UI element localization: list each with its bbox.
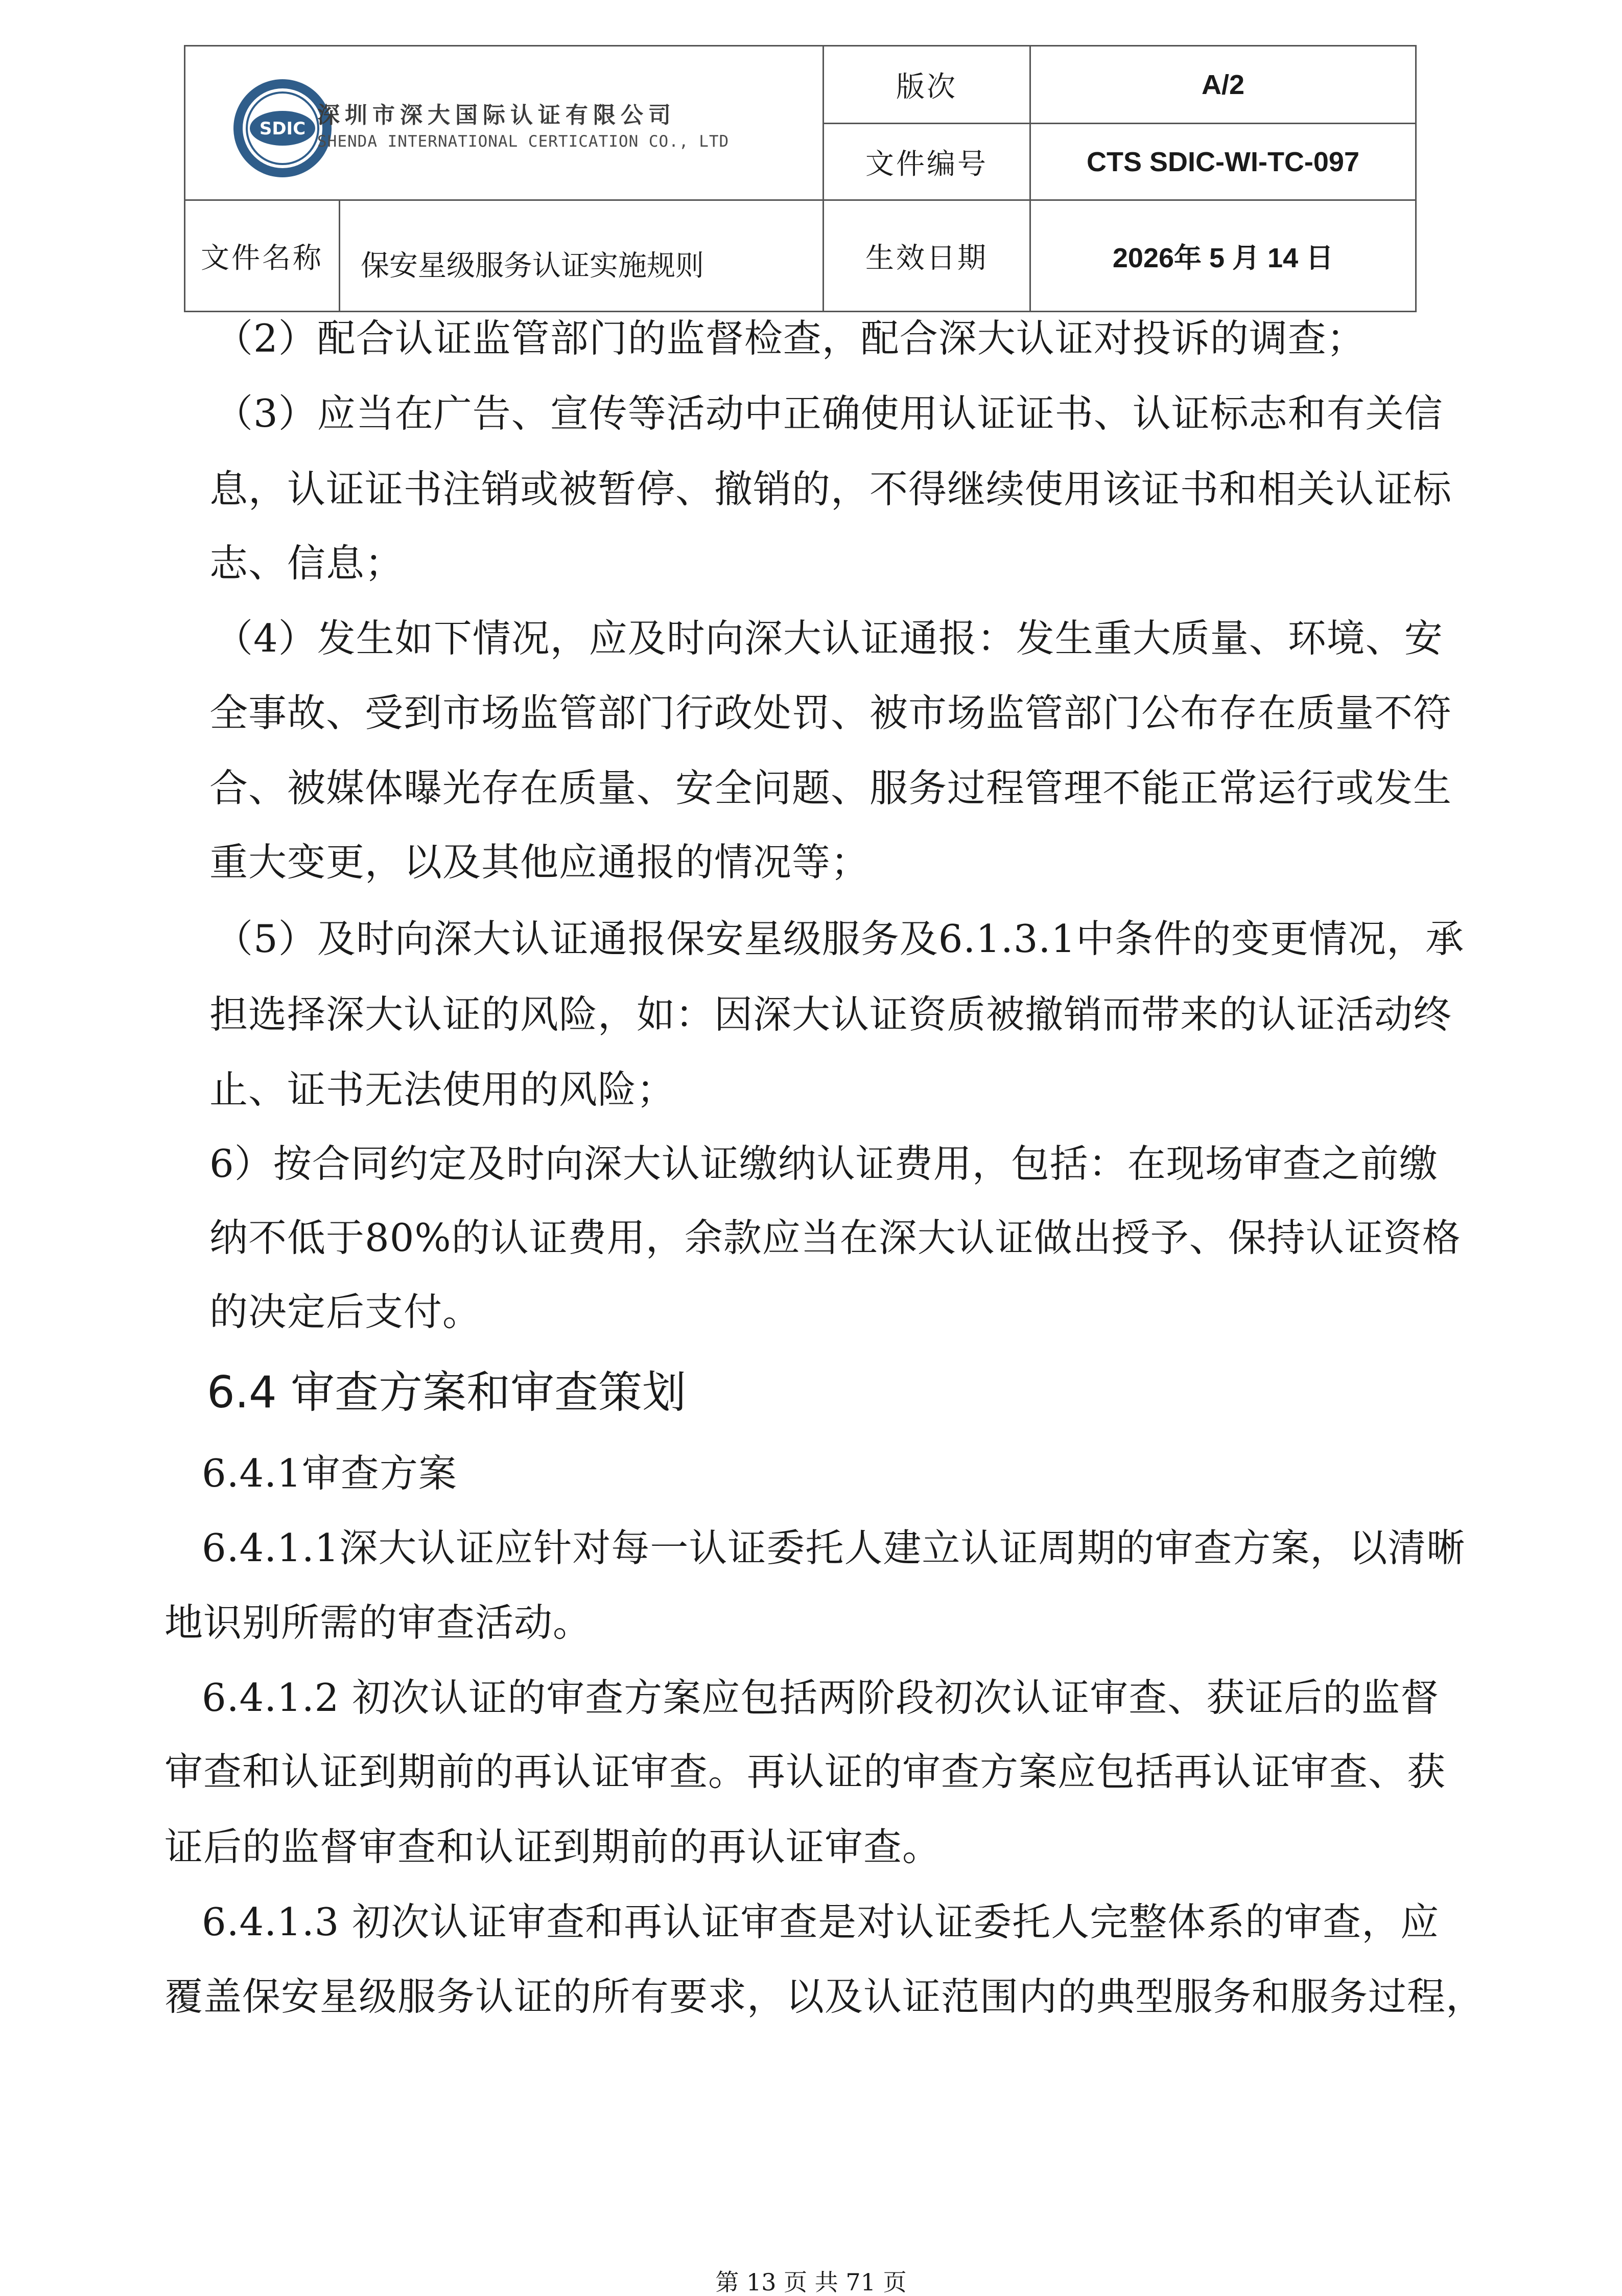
body-line: 覆盖保安星级服务认证的所有要求，以及认证范围内的典型服务和服务过程，	[164, 1974, 1485, 2019]
effective-date-value: 2026年 5 月 14 日	[1030, 200, 1416, 312]
doc-name-value: 保安星级服务认证实施规则	[361, 249, 704, 283]
company-name-cn: 深圳市深大国际认证有限公司	[317, 102, 676, 128]
document-header-table	[184, 45, 1417, 312]
body-line: 息，认证证书注销或被暂停、撤销的，不得继续使用该证书和相关认证标	[209, 467, 1452, 512]
body-line: 6.4.1.3 初次认证审查和再认证审查是对认证委托人完整体系的审查，应	[202, 1899, 1440, 1944]
body-line: 担选择深大认证的风险，如：因深大认证资质被撤销而带来的认证活动终	[209, 992, 1452, 1037]
body-line: 止、证书无法使用的风险；	[209, 1067, 676, 1112]
company-name-en: SHENDA INTERNATIONAL CERTICATION CO., LTD	[317, 132, 730, 151]
doc-name-cell	[185, 200, 824, 312]
svg-text:SDIC: SDIC	[259, 119, 306, 139]
body-line: （4）发生如下情况，应及时向深大认证通报：发生重大质量、环境、安	[215, 616, 1443, 661]
sub-heading: 6.4.1审查方案	[202, 1451, 457, 1496]
doc-name-label: 文件名称	[185, 201, 340, 311]
body-line: 的决定后支付。	[209, 1289, 482, 1334]
body-line: 志、信息；	[209, 541, 404, 586]
version-value: A/2	[1030, 46, 1416, 124]
body-line: 6.4.1.2 初次认证的审查方案应包括两阶段初次认证审查、获证后的监督	[202, 1675, 1440, 1720]
body-line: 合、被媒体曝光存在质量、安全问题、服务过程管理不能正常运行或发生	[209, 766, 1452, 810]
body-line: 重大变更，以及其他应通报的情况等；	[209, 840, 870, 885]
body-line: 纳不低于80%的认证费用，余款应当在深大认证做出授予、保持认证资格	[209, 1215, 1461, 1260]
company-logo-cell	[185, 46, 824, 200]
body-line: （5）及时向深大认证通报保安星级服务及6.1.3.1中条件的变更情况，承	[215, 916, 1465, 961]
body-line: 6.4.1.1深大认证应针对每一认证委托人建立认证周期的审查方案，以清晰	[202, 1525, 1466, 1570]
body-line: 全事故、受到市场监管部门行政处罚、被市场监管部门公布存在质量不符	[209, 690, 1452, 735]
body-line: 6）按合同约定及时向深大认证缴纳认证费用，包括：在现场审查之前缴	[209, 1141, 1438, 1186]
version-label: 版次	[824, 46, 1030, 124]
body-line: 证后的监督审查和认证到期前的再认证审查。	[164, 1824, 942, 1869]
section-heading: 6.4 审查方案和审查策划	[207, 1367, 687, 1418]
body-line: （3）应当在广告、宣传等活动中正确使用认证证书、认证标志和有关信	[215, 391, 1443, 436]
body-line: （2）配合认证监管部门的监督检查，配合深大认证对投诉的调查；	[215, 316, 1366, 361]
company-logo	[231, 77, 793, 179]
doc-number-label: 文件编号	[824, 124, 1030, 200]
body-line: 审查和认证到期前的再认证审查。再认证的审查方案应包括再认证审查、获	[164, 1749, 1446, 1794]
page-footer: 第 13 页 共 71 页	[715, 2268, 907, 2296]
effective-date-label: 生效日期	[824, 200, 1030, 312]
doc-number-value: CTS SDIC-WI-TC-097	[1030, 124, 1416, 200]
body-line: 地识别所需的审查活动。	[164, 1600, 592, 1645]
